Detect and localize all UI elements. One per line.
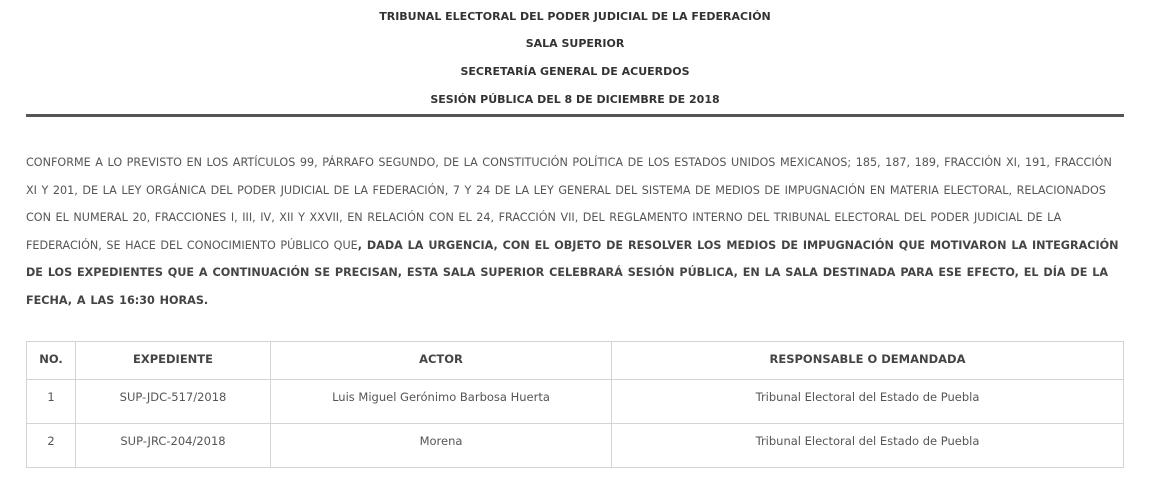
cases-table — [26, 341, 1124, 468]
cell-responsable: Tribunal Electoral del Estado de Puebla — [612, 424, 1124, 468]
header-actor: ACTOR — [271, 342, 612, 380]
notice-regular-text: CONFORME A LO PREVISTO EN LOS ARTÍCULOS 99, PÁRRAFO SEGUNDO, DE LA CONSTITUCIÓN POLÍTICA DE LOS ESTADOS UNIDOS MEXICANOS; 185, 187, 189, FRACCIÓN XI, 191, FRACCIÓN XI Y 201, DE LA LEY ORGÁNICA DEL PODER JUDICIAL DE LA FEDERACIÓN, 7 Y 24 DE LA LEY GENERAL DEL SISTEMA DE MEDIOS DE IMPUGNACIÓN EN MATERIA ELECTORAL, RELACIONADOS CON EL NUMERAL 20, FRACCIONES I, III, IV, XII Y XXVII, EN RELACIÓN CON EL 24, FRACCIÓN VII, DEL REGLAMENTO INTERNO DEL TRIBUNAL ELECTORAL DEL PODER JUDICIAL DE LA FEDERACIÓN, SE HACE DEL CONOCIMIENTO PÚBLICO QUE — [26, 156, 1112, 252]
cell-actor: Luis Miguel Gerónimo Barbosa Huerta — [271, 380, 612, 424]
cell-responsable: Tribunal Electoral del Estado de Puebla — [612, 380, 1124, 424]
notice-bold-text: , DADA LA URGENCIA, CON EL OBJETO DE RESOLVER LOS MEDIOS DE IMPUGNACIÓN QUE MOTIVARON LA INTEGRACIÓN DE LOS EXPEDIENTES QUE A CONTINUACIÓN SE PRECISAN, ESTA SALA SUPERIOR CELEBRARÁ SESIÓN PÚBLICA, EN LA SALA DESTINADA PARA ESE EFECTO, EL DÍA DE LA FECHA, A LAS 16:30 HORAS. — [26, 238, 1119, 307]
chamber-name: SALA SUPERIOR — [525, 37, 625, 50]
cell-no: 1 — [27, 380, 76, 424]
header-expediente: EXPEDIENTE — [76, 342, 271, 380]
header-responsable: RESPONSABLE O DEMANDADA — [612, 342, 1124, 380]
table-row — [27, 380, 1124, 424]
header-divider — [26, 114, 1124, 117]
secretariat-name: SECRETARÍA GENERAL DE ACUERDOS — [460, 65, 690, 78]
cell-expediente: SUP-JRC-204/2018 — [76, 424, 271, 468]
header-no: NO. — [27, 342, 76, 380]
cell-actor: Morena — [271, 424, 612, 468]
court-name: TRIBUNAL ELECTORAL DEL PODER JUDICIAL DE LA FEDERACIÓN — [379, 10, 771, 23]
session-notice — [26, 149, 1126, 314]
session-title: SESIÓN PÚBLICA DEL 8 DE DICIEMBRE DE 2018 — [430, 93, 720, 106]
table-row — [27, 424, 1124, 468]
cell-expediente: SUP-JDC-517/2018 — [76, 380, 271, 424]
cell-no: 2 — [27, 424, 76, 468]
table-header-row — [27, 342, 1124, 380]
